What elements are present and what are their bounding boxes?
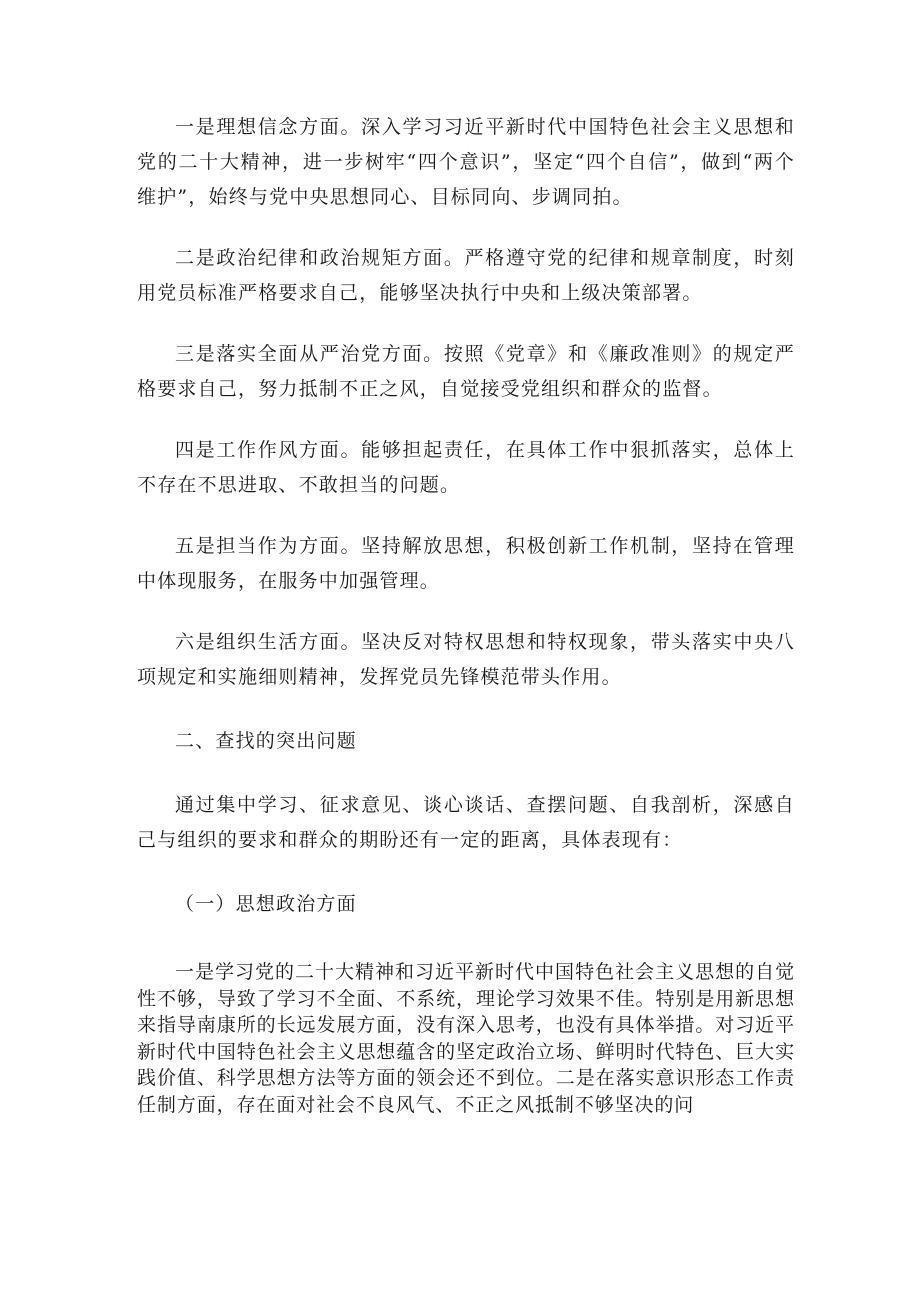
- subsection-heading-ideological-political: （一）思想政治方面: [175, 893, 357, 915]
- paragraph-ideals-belief: 一是理想信念方面。深入学习习近平新时代中国特色社会主义思想和党的二十大精神，进一步树牢“四个意识”，坚定“四个自信”，做到“两个维护”，始终与党中央思想同心、目标同向、步调同拍。: [137, 116, 795, 208]
- paragraph-work-style: 四是工作作风方面。能够担起责任，在具体工作中狠抓落实，总体上不存在不思进取、不敢担当的问题。: [137, 439, 795, 496]
- paragraph-party-governance: 三是落实全面从严治党方面。按照《党章》和《廉政准则》的规定严格要求自己，努力抵制不正之风，自觉接受党组织和群众的监督。: [137, 343, 795, 400]
- paragraph-political-discipline: 二是政治纪律和政治规矩方面。严格遵守党的纪律和规章制度，时刻用党员标准严格要求自己，能够坚决执行中央和上级决策部署。: [137, 247, 795, 304]
- section-heading-problems: 二、查找的突出问题: [175, 730, 357, 752]
- paragraph-problems-intro: 通过集中学习、征求意见、谈心谈话、查摆问题、自我剖析，深感自己与组织的要求和群众的期盼还有一定的距离，具体表现有：: [137, 794, 795, 851]
- paragraph-organizational-life: 六是组织生活方面。坚决反对特权思想和特权现象，带头落实中央八项规定和实施细则精神，发挥党员先锋模范带头作用。: [137, 631, 795, 688]
- paragraph-ideological-problems: 一是学习党的二十大精神和习近平新时代中国特色社会主义思想的自觉性不够，导致了学习不全面、不系统，理论学习效果不佳。特别是用新思想来指导南康所的长远发展方面，没有深入思考，也没有具体举措。对习近平新时代中国特色社会主义思想蕴含的坚定政治立场、鲜明时代特色、巨大实践价值、科学思想方法等方面的领会还不到位。二是在落实意识形态工作责任制方面，存在面对社会不良风气、不正之风抵制不够坚决的问: [137, 961, 795, 1116]
- paragraph-responsibility: 五是担当作为方面。坚持解放思想，积极创新工作机制，坚持在管理中体现服务，在服务中加强管理。: [137, 535, 795, 592]
